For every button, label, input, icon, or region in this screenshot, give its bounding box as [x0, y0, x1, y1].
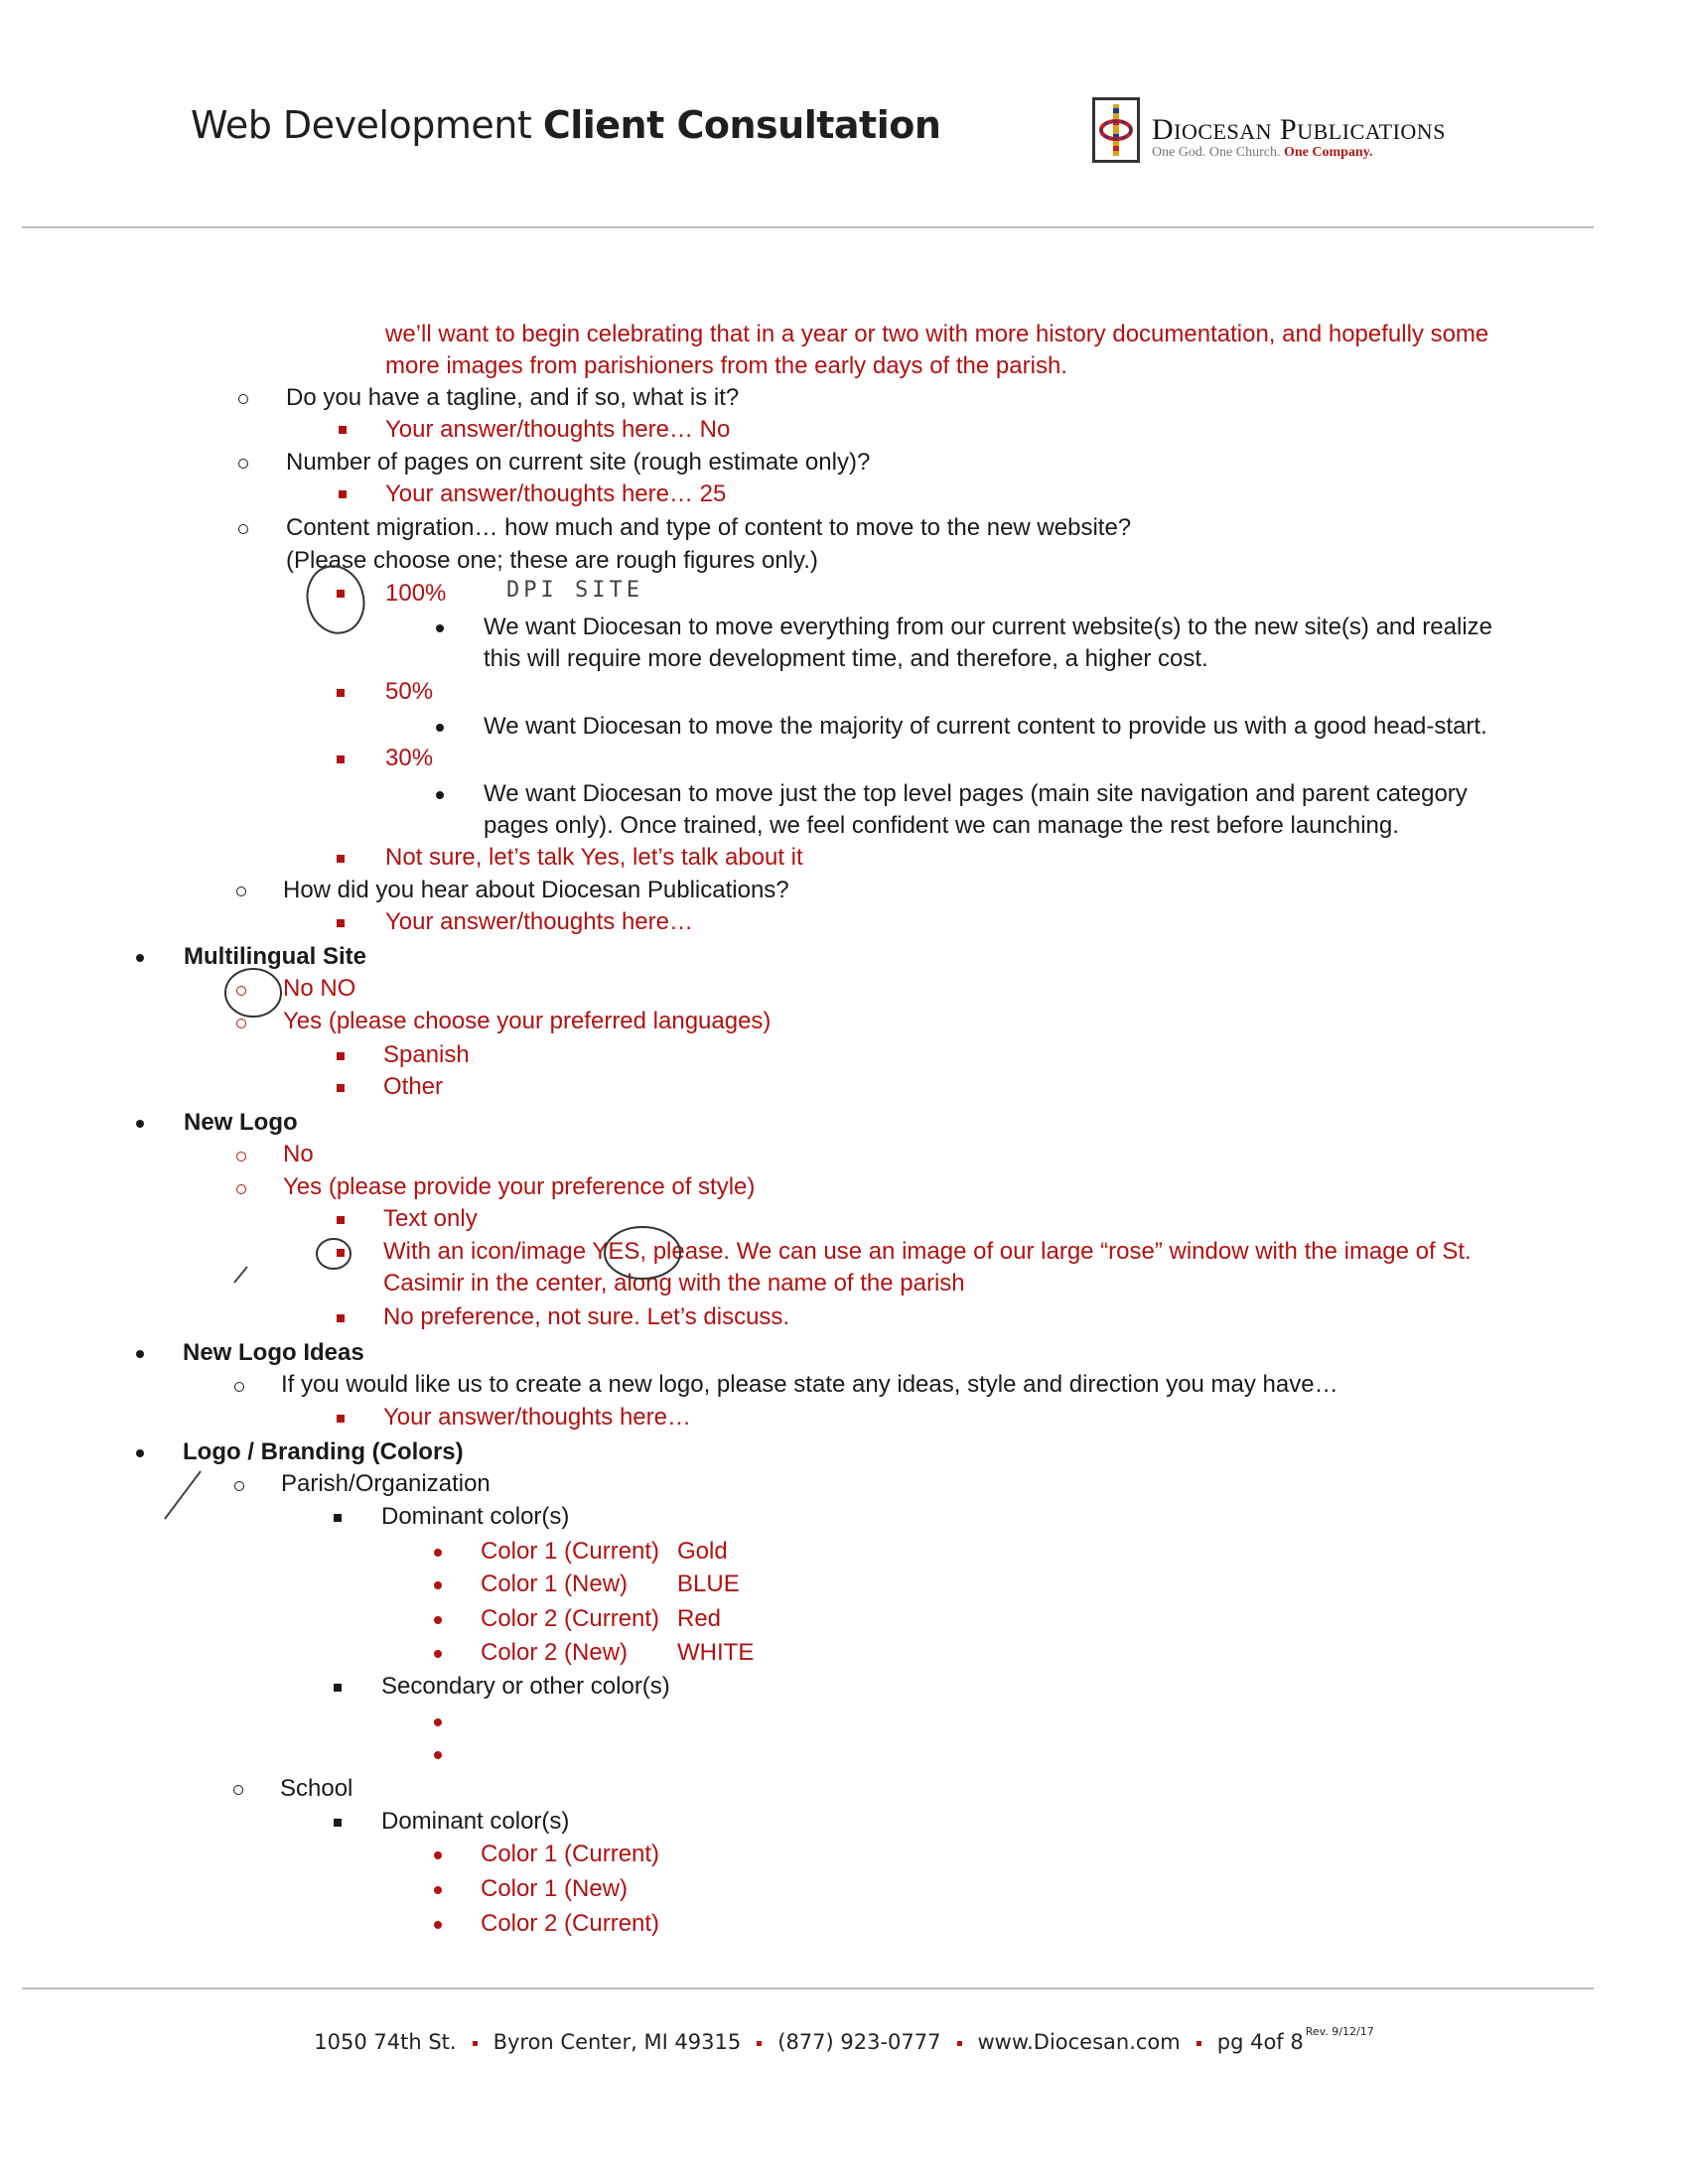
pen-check-mark — [165, 1471, 201, 1519]
parish-color-value[interactable]: WHITE — [677, 1639, 755, 1666]
parish-organization-label: Parish/Organization — [281, 1470, 491, 1497]
footer — [0, 2025, 1688, 2054]
option-100-description-line2: this will require more development time, and therefore, a higher cost. — [484, 645, 1208, 672]
logo-wordmark — [1152, 113, 1446, 147]
header-rule — [22, 226, 1594, 228]
dot-bullet-icon[interactable] — [434, 1751, 442, 1759]
dot-bullet-icon[interactable] — [434, 1718, 442, 1726]
multilingual-no[interactable]: No NO — [283, 975, 356, 1002]
option-50-percent[interactable]: 50% — [385, 678, 434, 705]
square-bullet-icon — [337, 855, 345, 863]
separator-icon — [757, 2041, 762, 2046]
language-other[interactable]: Other — [383, 1073, 444, 1100]
logo-style-text-only[interactable]: Text only — [383, 1205, 478, 1232]
square-bullet-icon — [337, 1415, 345, 1423]
migration-question-line1: Content migration… how much and type of content to move to the new website? — [286, 514, 1132, 541]
tagline-answer[interactable]: Your answer/thoughts here… No — [385, 416, 731, 443]
dot-bullet-icon — [136, 1449, 144, 1457]
separator-icon — [473, 2041, 478, 2046]
option-30-description-line2: pages only). Once trained, we feel confident we can manage the rest before launching. — [484, 812, 1399, 839]
dot-bullet-icon — [436, 624, 444, 632]
new-logo-yes[interactable]: Yes (please provide your preference of style) — [283, 1173, 756, 1200]
new-logo-heading: New Logo — [184, 1109, 298, 1136]
multilingual-yes[interactable]: Yes (please choose your preferred languages) — [283, 1008, 772, 1034]
school-color-label[interactable]: Color 1 (Current) — [481, 1841, 660, 1867]
circle-bullet-icon — [238, 524, 248, 534]
dot-bullet-icon — [136, 954, 144, 962]
dot-bullet-icon — [434, 1549, 442, 1557]
cross-icon — [1095, 100, 1137, 160]
dot-bullet-icon — [436, 724, 444, 732]
history-text-line2: more images from parishioners from the early days of the parish. — [385, 352, 1067, 379]
logo-tagline — [1152, 145, 1372, 161]
circle-bullet-icon — [236, 1019, 246, 1028]
logo-style-icon-line1[interactable]: With an icon/image YES, please. We can use an image of our large “rose” window with the image of St. — [383, 1238, 1472, 1265]
footer-rule — [22, 1987, 1594, 1989]
title-light: Web Development — [191, 103, 543, 147]
square-bullet-icon — [337, 1216, 345, 1224]
square-bullet-icon — [334, 1514, 342, 1522]
pen-circle-multilingual-no — [225, 969, 281, 1017]
school-color-label[interactable]: Color 2 (Current) — [481, 1910, 660, 1937]
circle-bullet-icon — [236, 1152, 246, 1161]
logo-ideas-heading: New Logo Ideas — [183, 1339, 364, 1366]
parish-color-value[interactable]: BLUE — [677, 1570, 740, 1597]
parish-dominant-colors-label: Dominant color(s) — [381, 1503, 570, 1530]
circle-bullet-icon — [233, 1785, 243, 1795]
footer-address: 1050 74th St. — [314, 2030, 457, 2054]
dot-bullet-icon — [136, 1120, 144, 1128]
logo-initial-d: D — [1152, 113, 1175, 146]
logo-word-ublications: UBLICATIONS — [1297, 119, 1446, 144]
circle-bullet-icon — [238, 394, 248, 404]
square-bullet-icon — [339, 490, 347, 498]
footer-website-link[interactable]: www.Diocesan.com — [977, 2030, 1181, 2054]
dot-bullet-icon — [434, 1616, 442, 1624]
square-bullet-icon — [337, 1314, 345, 1322]
square-bullet-icon — [337, 1249, 345, 1257]
square-bullet-icon — [337, 1084, 345, 1092]
pen-circle-logo-icon — [317, 1239, 351, 1269]
pages-answer[interactable]: Your answer/thoughts here… 25 — [385, 480, 727, 507]
square-bullet-icon — [334, 1684, 342, 1692]
parish-color-label: Color 2 (New) — [481, 1639, 629, 1666]
square-bullet-icon — [339, 426, 347, 434]
new-logo-no[interactable]: No — [283, 1141, 314, 1167]
language-spanish[interactable]: Spanish — [383, 1041, 470, 1068]
migration-question-line2: (Please choose one; these are rough figures only.) — [286, 547, 818, 574]
school-label: School — [280, 1775, 353, 1802]
logo-word-iocesan: IOCESAN — [1174, 119, 1273, 144]
hear-question: How did you hear about Diocesan Publications? — [283, 877, 789, 903]
multilingual-heading: Multilingual Site — [184, 943, 366, 970]
handwritten-note: DPI SITE — [506, 578, 643, 603]
option-100-description-line1: We want Diocesan to move everything from our current website(s) to the new site(s) and realize — [484, 614, 1492, 640]
circle-bullet-icon — [234, 1481, 244, 1491]
title-bold: Client Consultation — [542, 103, 941, 147]
logo-style-no-preference[interactable]: No preference, not sure. Let’s discuss. — [383, 1303, 790, 1330]
school-dominant-colors-label: Dominant color(s) — [381, 1808, 570, 1835]
parish-color-label: Color 1 (New) — [481, 1570, 629, 1597]
dot-bullet-icon — [434, 1921, 442, 1929]
option-30-description-line1: We want Diocesan to move just the top level pages (main site navigation and parent category — [484, 780, 1468, 807]
logo-ideas-question: If you would like us to create a new logo, please state any ideas, style and direction you may have… — [281, 1371, 1338, 1398]
school-color-label[interactable]: Color 1 (New) — [481, 1875, 629, 1902]
square-bullet-icon — [337, 919, 345, 927]
circle-bullet-icon — [236, 986, 246, 996]
square-bullet-icon — [337, 689, 345, 697]
logo-initial-p: P — [1280, 113, 1298, 146]
footer-phone: (877) 923-0777 — [777, 2030, 941, 2054]
dot-bullet-icon — [434, 1650, 442, 1658]
footer-revision: Rev. 9/12/17 — [1305, 2025, 1374, 2038]
diocesan-logo-cross-icon — [1092, 97, 1140, 163]
dot-bullet-icon — [434, 1581, 442, 1589]
hear-answer[interactable]: Your answer/thoughts here… — [385, 908, 693, 935]
document-title — [191, 103, 940, 147]
parish-color-value[interactable]: Gold — [677, 1538, 728, 1565]
footer-page-number: pg 4of 8 — [1216, 2030, 1304, 2054]
square-bullet-icon — [337, 590, 345, 598]
parish-color-label: Color 1 (Current) — [481, 1538, 660, 1565]
parish-color-label: Color 2 (Current) — [481, 1605, 660, 1632]
option-50-description: We want Diocesan to move the majority of current content to provide us with a good head-start. — [484, 713, 1487, 740]
square-bullet-icon — [334, 1819, 342, 1827]
option-30-percent[interactable]: 30% — [385, 745, 434, 771]
tagline-gray: One God. One Church. — [1152, 145, 1284, 160]
pen-check-mark — [234, 1267, 247, 1283]
parish-color-value[interactable]: Red — [677, 1605, 722, 1632]
option-100-percent[interactable]: 100% — [385, 580, 447, 607]
separator-icon — [957, 2041, 962, 2046]
circle-bullet-icon — [234, 1382, 244, 1392]
circle-bullet-icon — [236, 1184, 246, 1194]
dot-bullet-icon — [434, 1851, 442, 1859]
option-not-sure[interactable]: Not sure, let’s talk Yes, let’s talk about it — [385, 844, 803, 871]
circle-bullet-icon — [238, 459, 248, 469]
dot-bullet-icon — [136, 1350, 144, 1358]
dot-bullet-icon — [434, 1886, 442, 1894]
branding-heading: Logo / Branding (Colors) — [183, 1438, 464, 1465]
footer-city: Byron Center, MI 49315 — [492, 2030, 742, 2054]
pages-question: Number of pages on current site (rough estimate only)? — [286, 449, 871, 476]
logo-ideas-answer[interactable]: Your answer/thoughts here… — [383, 1404, 691, 1431]
dot-bullet-icon — [436, 791, 444, 799]
tagline-question: Do you have a tagline, and if so, what is it? — [286, 384, 740, 411]
history-text-line1: we’ll want to begin celebrating that in a year or two with more history documentation, and hopefully some — [385, 321, 1489, 347]
logo-style-icon-line2: Casimir in the center, along with the name of the parish — [383, 1270, 965, 1297]
separator-icon — [1196, 2041, 1201, 2046]
parish-secondary-colors-label: Secondary or other color(s) — [381, 1673, 670, 1700]
square-bullet-icon — [337, 755, 345, 763]
tagline-red: One Company. — [1283, 145, 1373, 160]
circle-bullet-icon — [236, 887, 246, 896]
square-bullet-icon — [337, 1052, 345, 1060]
